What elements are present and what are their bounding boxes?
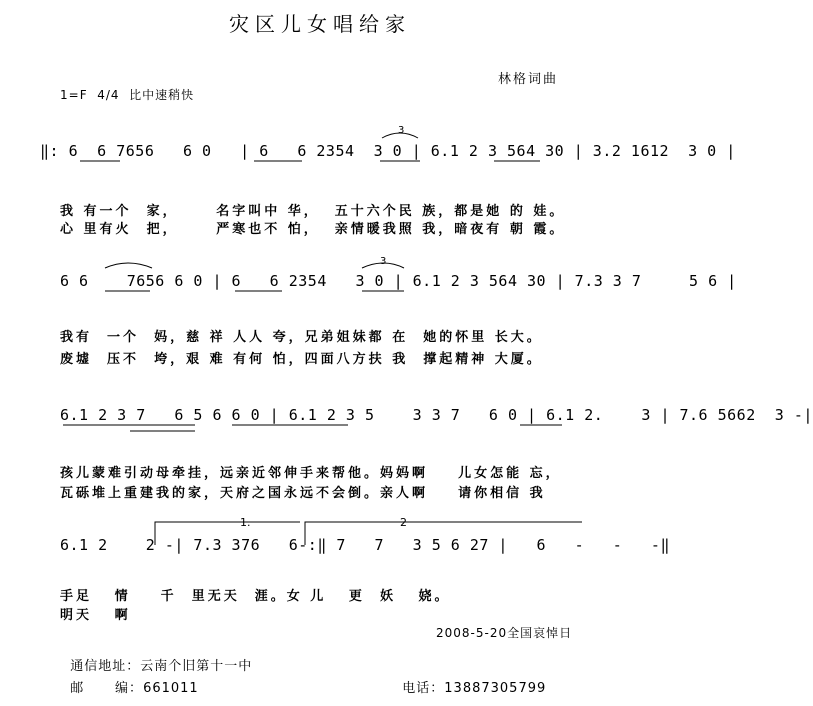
lyric-line-2a: 我有 一个 妈，慈 祥 人人 夸，兄弟姐妹都 在 她的怀里 长大。 <box>60 330 543 345</box>
address-value: 云南个旧第十一中 <box>140 659 253 674</box>
postcode-value: 661011 <box>143 681 199 696</box>
date-note: 2008-5-20全国哀悼日 <box>436 626 573 640</box>
notation-line-1: ‖: 6 6 7656 6 0 | 6 6 2354 3 0 | 6.1 2 3 564 30 | 3.2 1612 3 0 | <box>40 142 736 160</box>
lyric-line-4a: 手足 情 千 里无天 涯。女 儿 更 妖 娆。 <box>60 589 451 604</box>
lyric-line-1a: 我 有一个 家， 名字叫中 华， 五十六个民 族，都是她 的 娃。 <box>60 204 566 219</box>
lyric-line-4b: 明天 啊 <box>60 608 131 623</box>
lyric-line-3b: 瓦砾堆上重建我的家，天府之国永远不会倒。亲人啊 请你相信 我 <box>60 486 546 501</box>
ending-1-label: 1. <box>240 516 251 529</box>
key-time-tempo: 1=F 4/4 比中速稍快 <box>60 88 195 102</box>
notation-line-2: 6 6 7656 6 0 | 6 6 2354 3 0 | 6.1 2 3 564 30 | 7.3 3 7 5 6 | <box>60 272 737 290</box>
lyric-line-1b: 心 里有火 把， 严寒也不 怕， 亲情暖我照 我，暗夜有 朝 霞。 <box>60 222 566 237</box>
notation-line-3: 6.1 2 3 7 6 5 6 6 0 | 6.1 2 3 5 3 3 7 6 0 | 6.1 2. 3 | 7.6 5662 3 -| <box>60 406 813 424</box>
triplet-mark-2: 3 <box>380 256 387 267</box>
postcode-row <box>60 662 199 696</box>
address-label: 通信地址： <box>70 659 141 674</box>
lyric-line-2b: 废墟 压不 垮，艰 难 有何 怕，四面八方扶 我 撑起精神 大厦。 <box>60 352 543 367</box>
phone-row <box>392 662 546 696</box>
notation-line-4: 6.1 2 2 -| 7.3 376 6-:‖ 7 7 3 5 6 27 | 6 - - -‖ <box>60 536 670 554</box>
phone-label: 电话： <box>402 681 445 696</box>
lyric-line-3a: 孩儿蒙难引动母牵挂，远亲近邻伸手来帮他。妈妈啊 儿女怎能 忘， <box>60 466 562 481</box>
phone-value: 13887305799 <box>444 681 547 696</box>
composer-credit: 林格词曲 <box>498 72 559 87</box>
ending-2-label: 2 <box>400 516 407 529</box>
song-title: 灾区儿女唱给家 <box>229 12 411 36</box>
postcode-label: 邮 编： <box>70 681 144 696</box>
triplet-mark-1: 3 <box>398 125 405 136</box>
